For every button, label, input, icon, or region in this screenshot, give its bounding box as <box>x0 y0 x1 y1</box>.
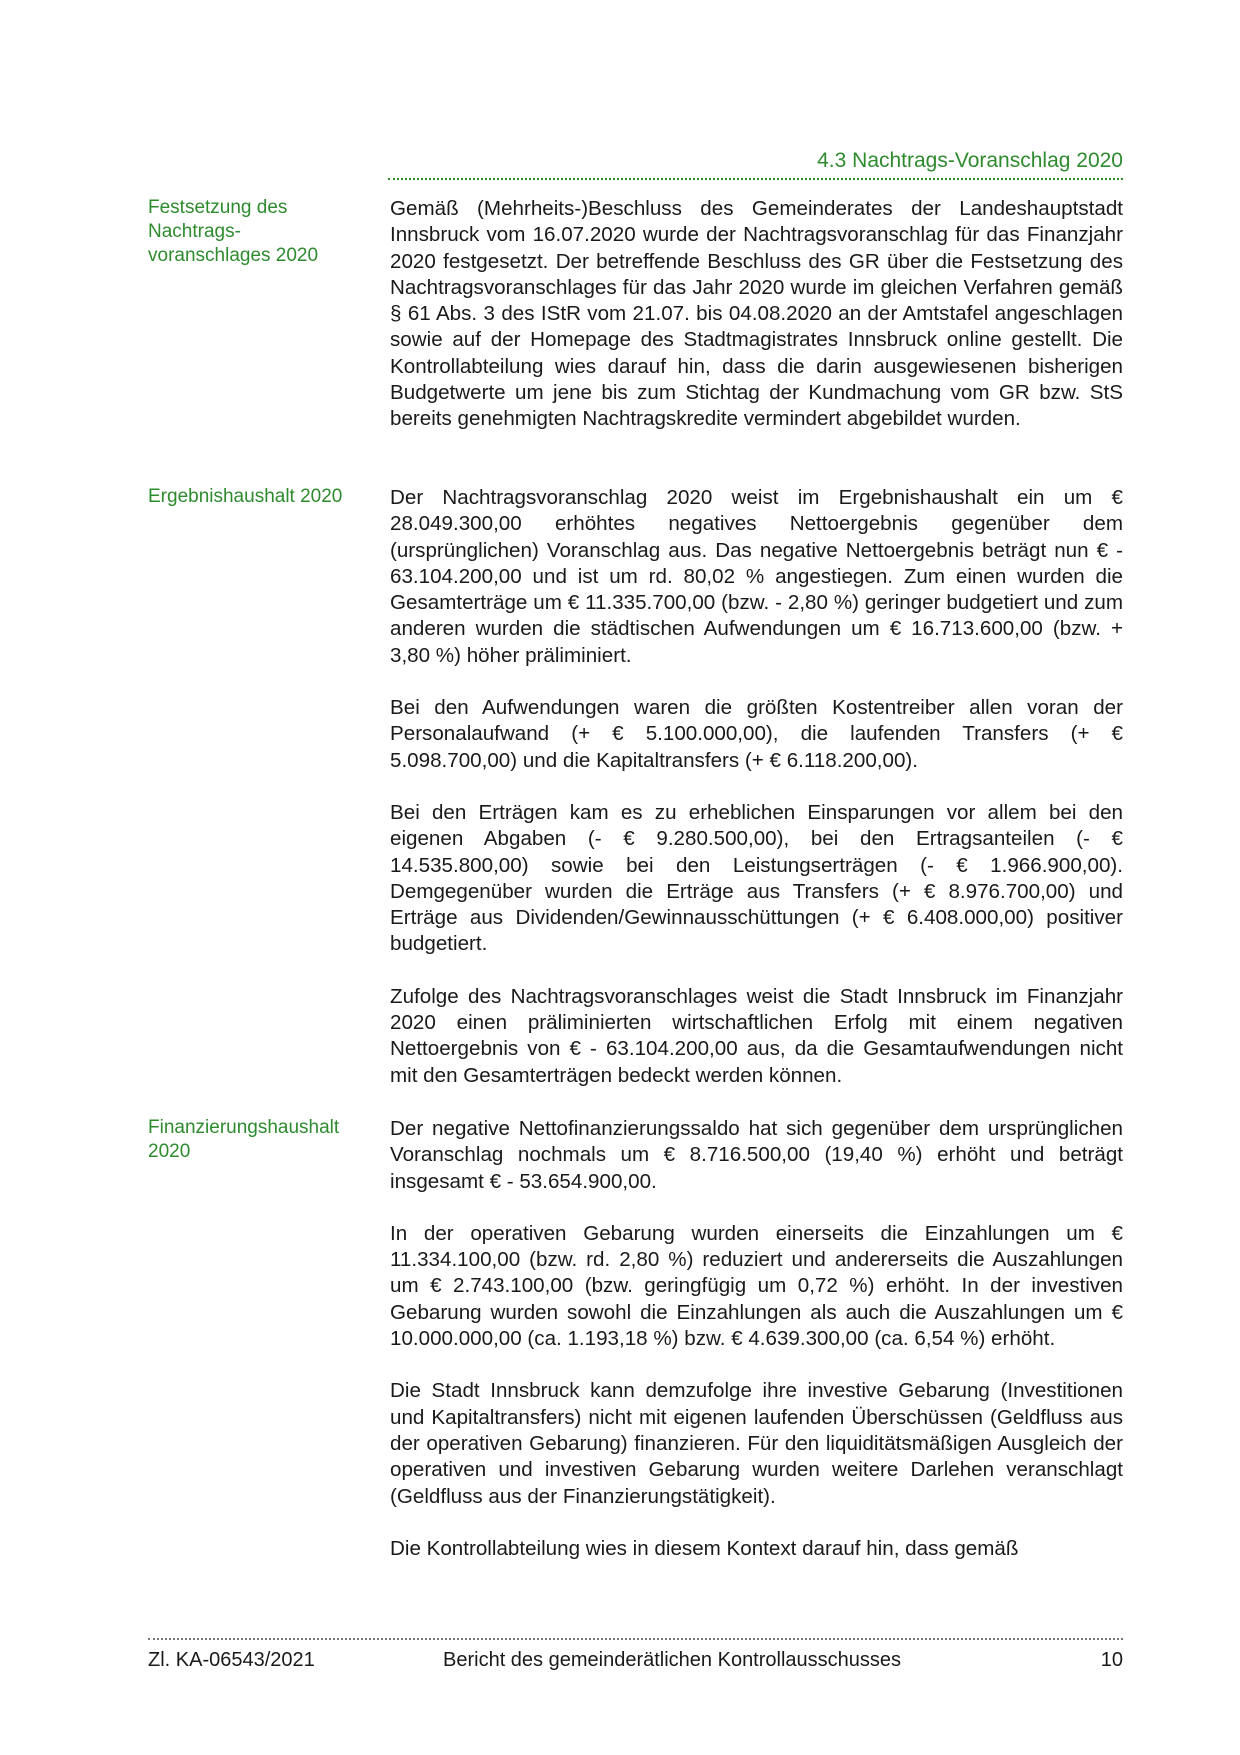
section-body <box>390 196 1123 459</box>
paragraph: In der operativen Gebarung wurden einerseits die Einzahlungen um € 11.334.100,00 (bzw. rd. 2,80 %) reduziert und andererseits die Auszahlungen um € 2.743.100,00 (bzw. geringfügig um 0,72 %) erhöht. In der investiven Gebarung wurden sowohl die Einzahlungen als auch die Auszahlungen um € 10.000.000,00 (ca. 1.193,18 %) bzw. € 4.639.300,00 (ca. 6,54 %) erhöht. <box>390 1221 1123 1351</box>
paragraph: Bei den Erträgen kam es zu erheblichen Einsparungen vor allem bei den eigenen Abgaben (- € 9.280.500,00), bei den Ertragsanteilen (- € 14.535.800,00) sowie bei den Leistungserträgen (- € 1.966.900,00). Demgegenüber wurden die Erträge aus Transfers (+ € 8.976.700,00) und Erträge aus Dividenden/Gewinnausschüttungen (+ € 6.408.000,00) positiver budgetiert. <box>390 800 1123 956</box>
report-title: Bericht des gemeinderätlichen Kontrollausschusses <box>443 1649 902 1671</box>
paragraph: Der negative Nettofinanzierungssaldo hat sich gegenüber dem ursprünglichen Voranschlag nochmals um € 8.716.500,00 (19,40 %) erhöht und beträgt insgesamt € - 53.654.900,00. <box>390 1117 1123 1193</box>
paragraph: Die Stadt Innsbruck kann demzufolge ihre investive Gebarung (Investitionen und Kapitaltransfers) nicht mit eigenen laufenden Überschüssen (Geldfluss aus der operativen Gebarung) finanzieren. Für den liquiditätsmäßigen Ausgleich der operativen und investiven Gebarung wurden weitere Darlehen veranschlagt (Geldfluss aus der Finanzierungstätigkeit). <box>390 1379 1123 1508</box>
section-body <box>390 1116 1123 1588</box>
paragraph: Die Kontrollabteilung wies in diesem Kontext darauf hin, dass gemäß <box>390 1536 1019 1560</box>
paragraph: Gemäß (Mehrheits-)Beschluss des Gemeinderates der Landeshauptstadt Innsbruck vom 16.07.2020 wurde der Nachtragsvoranschlag für das Finanzjahr 2020 festgesetzt. Der betreffende Beschluss des GR über die Festsetzung des Nachtragsvoranschlages für das Jahr 2020 wurde im gleichen Verfahren gemäß § 61 Abs. 3 des IStR vom 21.07. bis 04.08.2020 an der Amtstafel angeschlagen sowie auf der Homepage des Stadtmagistrates Innsbruck online gestellt. Die Kontrollabteilung wies darauf hin, dass die darin ausgewiesenen bisherigen Budgetwerte um jene bis zum Stichtag der Kundmachung vom GR bzw. StS bereits genehmigten Nachtragskredite vermindert abgebildet wurden. <box>390 197 1123 431</box>
page-header <box>388 148 1123 180</box>
page-number: 10 <box>1100 1649 1123 1671</box>
section-body <box>390 485 1123 1115</box>
section-title: 4.3 Nachtrags-Voranschlag 2020 <box>817 149 1123 172</box>
paragraph: Bei den Aufwendungen waren die größten Kostentreiber allen voran der Personalaufwand (+ € 5.100.000,00), die laufenden Transfers (+ € 5.098.700,00) und die Kapitaltransfers (+ € 6.118.200,00). <box>390 696 1123 772</box>
footer-divider <box>148 1638 1123 1640</box>
margin-label: Finanzierungshaushalt 2020 <box>148 1117 340 1162</box>
paragraph: Der Nachtragsvoranschlag 2020 weist im Ergebnishaushalt ein um € 28.049.300,00 erhöhtes negatives Nettoergebnis gegenüber dem (ursprünglichen) Voranschlag aus. Das negative Nettoergebnis beträgt nun € - 63.104.200,00 und ist um rd. 80,02 % angestiegen. Zum einen wurden die Gesamterträge um € 11.335.700,00 (bzw. - 2,80 %) geringer budgetiert und zum anderen wurden die städtischen Aufwendungen um € 16.713.600,00 (bzw. + 3,80 %) höher präliminiert. <box>390 486 1123 667</box>
document-reference: Zl. KA-06543/2021 <box>148 1649 315 1671</box>
margin-label: Ergebnishaushalt 2020 <box>148 486 343 507</box>
paragraph: Zufolge des Nachtragsvoranschlages weist die Stadt Innsbruck im Finanzjahr 2020 einen präliminierten wirtschaftlichen Erfolg mit einem negativen Nettoergebnis von € - 63.104.200,00 aus, da die Gesamtaufwendungen nicht mit den Gesamterträgen bedeckt werden können. <box>390 984 1123 1087</box>
margin-label: Festsetzung des Nachtrags-voranschlages 2020 <box>148 197 319 266</box>
